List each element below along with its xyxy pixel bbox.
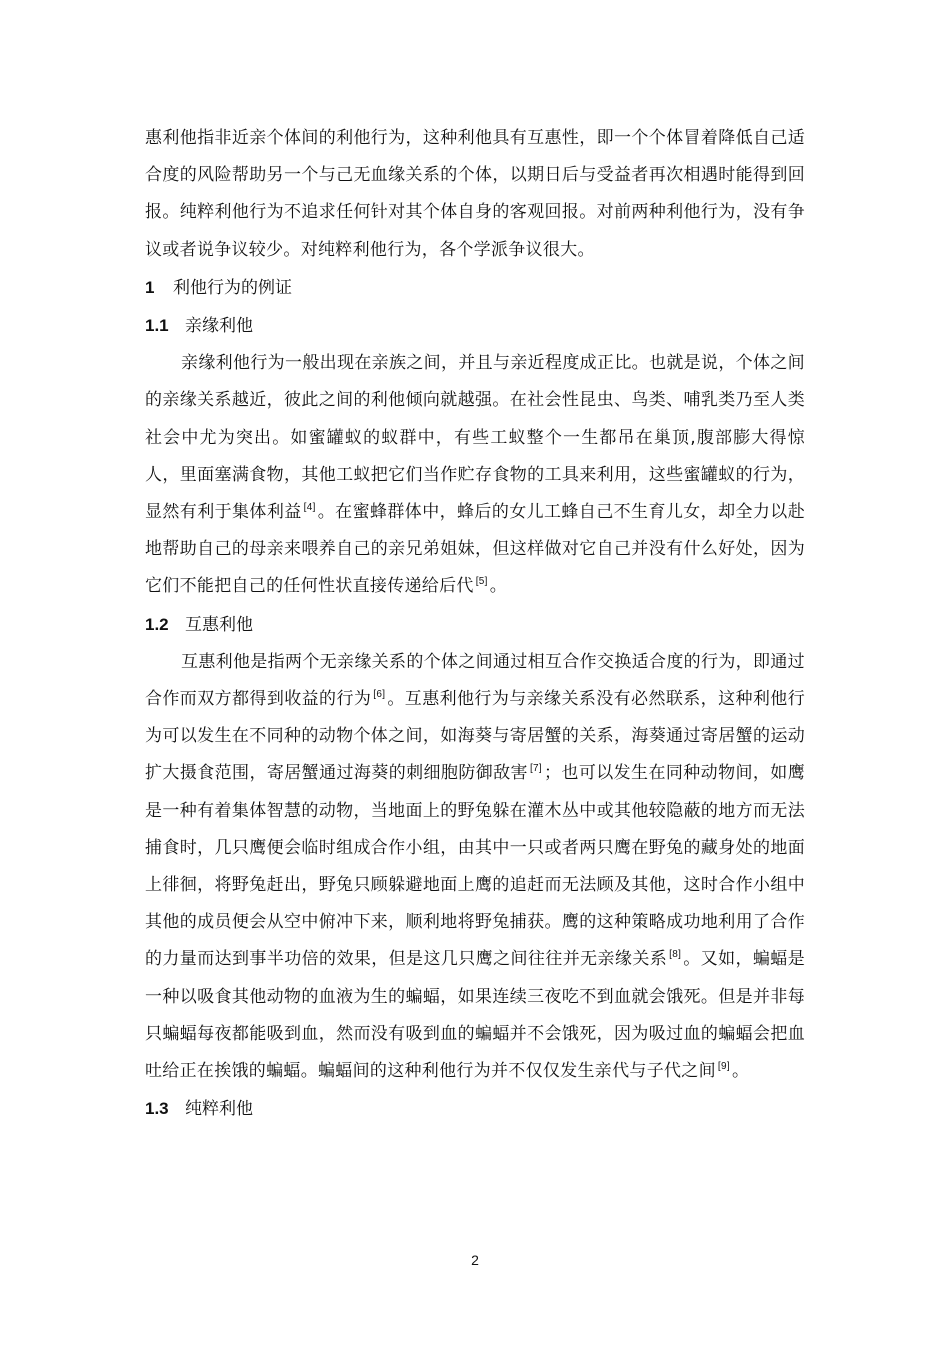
section-title: 亲缘利他 [185, 316, 253, 337]
paragraph-text: 。又如，蝙蝠是一种以吸食其他动物的血液为生的蝙蝠，如果连续三夜吃不到血就会饿死。但是并非每只蝙蝠每夜都能吸到血，然而没有吸到血的蝙蝠并不会饿死，因为吸过血的蝙蝠会把血吐给正在挨饿的蝙蝠。蝙蝠间的这种利他行为并不仅仅发生亲代与子代之间 [145, 949, 806, 1082]
section-title: 纯粹利他 [185, 1099, 253, 1120]
section-1-3-heading [145, 1090, 805, 1128]
paragraph-text: 。在蜜蜂群体中，蜂后的女儿工蜂自己不生育儿女，却全力以赴地帮助自己的母亲来喂养自己的亲兄弟姐妹，但这样做对它自己并没有什么好处，因为它们不能把自己的任何性状直接传递给后代 [145, 502, 805, 597]
section-1-1-heading [145, 307, 805, 345]
paragraph-text: 。 [731, 1061, 750, 1082]
paragraph-text: 。互惠利他行为与亲缘关系没有必然联系，这种利他行为可以发生在不同种的动物个体之间，如海葵与寄居蟹的关系，海葵通过寄居蟹的运动扩大摄食范围，寄居蟹通过海葵的刺细胞防御敌害 [145, 689, 805, 784]
paragraph-text: 亲缘利他行为一般出现在亲族之间，并且与亲近程度成正比。也就是说，个体之间的亲缘关系越近，彼此之间的利他倾向就越强。在社会性昆虫、鸟类、哺乳类乃至人类社会中尤为突出。如蜜罐蚁的蚁群中，有些工蚁整个一生都吊在巢顶,腹部膨大得惊人，里面塞满食物，其他工蚁把它们当作贮存食物的工具来利用，这些蜜罐蚁的行为，显然有利于集体利益 [145, 353, 805, 523]
citation-ref: [4] [303, 502, 316, 514]
citation-ref: [5] [475, 576, 488, 588]
section-1-heading [145, 269, 805, 307]
section-1-2-heading [145, 606, 805, 644]
citation-ref: [9] [717, 1061, 730, 1073]
section-number: 1.3 [145, 1099, 169, 1119]
paragraph-text: 。 [489, 576, 508, 597]
reciprocal-altruism-paragraph [145, 644, 805, 1090]
paragraph-text: ；也可以发生在同种动物间，如鹰是一种有着集体智慧的动物，当地面上的野兔躲在灌木丛中或其他较隐蔽的地方而无法捕食时，几只鹰便会临时组成合作小组，由其中一只或者两只鹰在野兔的藏身处的地面上徘徊，将野兔赶出，野兔只顾躲避地面上鹰的追赶而无法顾及其他，这时合作小组中其他的成员便会从空中俯冲下来，顺利地将野兔捕获。鹰的这种策略成功地利用了合作的力量而达到事半功倍的效果，但是这几只鹰之间往往并无亲缘关系 [145, 763, 806, 970]
page-number: 2 [471, 1252, 479, 1268]
section-title: 互惠利他 [185, 614, 253, 635]
section-number: 1 [145, 277, 155, 297]
section-title: 利他行为的例证 [173, 277, 292, 298]
paragraph-text: 互惠利他是指两个无亲缘关系的个体之间通过相互合作交换适合度的行为，即通过合作而双方都得到收益的行为 [145, 651, 805, 710]
page-content [145, 120, 805, 1128]
intro-paragraph: 惠利他指非近亲个体间的利他行为，这种利他具有互惠性，即一个个体冒着降低自己适合度的风险帮助另一个与己无血缘关系的个体，以期日后与受益者再次相遇时能得到回报。纯粹利他行为不追求任何针对其个体自身的客观回报。对前两种利他行为，没有争议或者说争议较少。对纯粹利他行为，各个学派争议很大。 [145, 128, 805, 260]
section-number: 1.2 [145, 614, 169, 634]
citation-ref: [8] [669, 949, 682, 961]
section-number: 1.1 [145, 316, 169, 336]
citation-ref: [6] [373, 689, 386, 701]
citation-ref: [7] [529, 763, 542, 775]
kin-altruism-paragraph [145, 345, 805, 605]
